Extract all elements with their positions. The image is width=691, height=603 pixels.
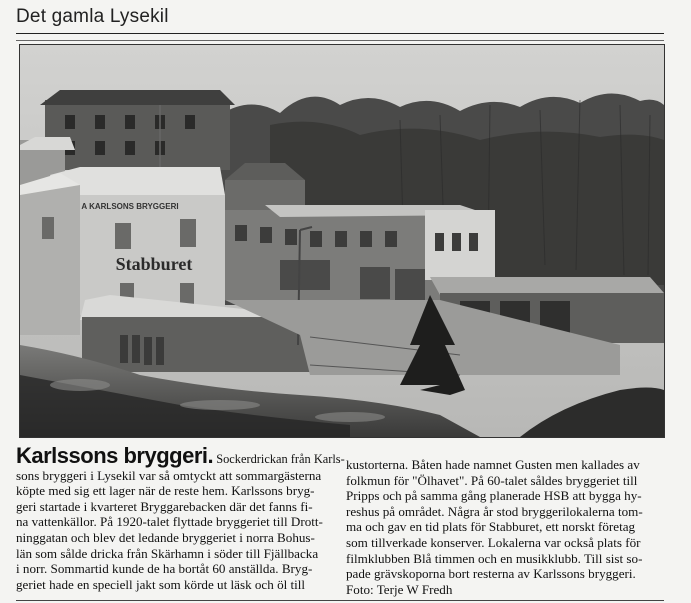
photograph-brewery	[19, 44, 665, 438]
article-line: sons bryggeri i Lysekil var så omtyckt att sommargästerna	[16, 467, 322, 483]
article-line: folkmun för "Ölhavet". På 60-talet såldes bryggeriet till	[346, 472, 638, 488]
article-column-1	[16, 443, 345, 592]
building-sign-upper: A KARLSONS BRYGGERI	[81, 202, 179, 211]
article-line: kustorterna. Båten hade namnet Gusten men kallades av	[346, 457, 640, 472]
article-line: ninggatan och blev det ledande bryggeriet i norra Bohus-	[16, 529, 315, 545]
article-line: filmklubben Blå timmen och en musikklubb. Till sist so-	[346, 550, 643, 566]
article-line: län som sålde dricka från Skärhamn i söder till Fjällbacka	[16, 545, 319, 561]
article-line: som tillverkade konserver. Lokalerna var också plats för	[346, 534, 641, 550]
article-line: i norr. Sommartid kunde de ha bortåt 60 anställda. Bryg-	[16, 561, 313, 577]
article-headline: Karlssons bryggeri.	[16, 443, 214, 468]
footer-rule	[16, 600, 664, 601]
photo-credit: Foto: Terje W Fredh	[346, 581, 453, 597]
header-rule	[16, 33, 664, 34]
article-line: geriet hade en speciell jakt som körde ut läsk och öl till	[16, 576, 306, 592]
article-line: pade grävskoporna bort resterna av Karlssons bryggeri.	[346, 566, 636, 582]
header-rule-thin	[16, 40, 664, 41]
article-line: reshus på området. Några år stod bryggerilokalerna tom-	[346, 503, 643, 519]
stabburet-logo: Stabburet	[115, 254, 193, 274]
article-column-2	[346, 457, 664, 597]
section-title: Det gamla Lysekil	[16, 6, 169, 27]
article-line: köpte med sig ett lager när de reste hem. Karlssons bryg-	[16, 483, 315, 499]
article-line: geri startade i kvarteret Bryggarebacken där det fanns fi-	[16, 498, 313, 514]
article-line: Pripps och på samma gång planerade HSB att bygga hy-	[346, 488, 642, 504]
article-line: Sockerdrickan från Karls-	[216, 452, 345, 466]
article-line: ma och gav en tid plats för Stabburet, ett norskt företag	[346, 519, 636, 535]
article-line: na vattenkällor. På 1920-talet flyttade bryggeriet till Drott-	[16, 514, 323, 530]
